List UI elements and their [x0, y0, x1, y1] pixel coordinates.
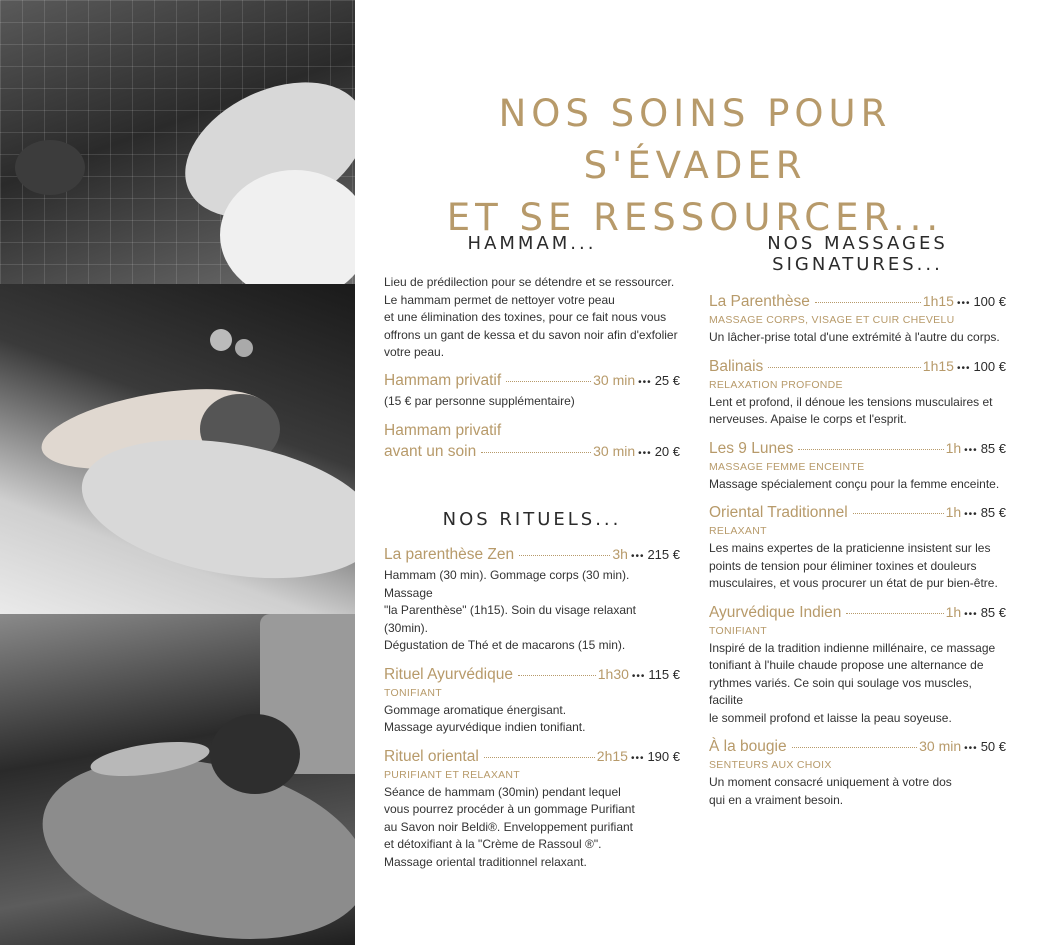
dot-leader — [519, 554, 610, 556]
hammam-title: HAMMAM... — [467, 233, 597, 254]
text-line: Inspiré de la tradition indienne millénaire, ce massage — [709, 640, 996, 655]
item-note: (15 € par personne supplémentaire) — [384, 393, 575, 408]
massages-title: NOS MASSAGES SIGNATURES... — [767, 233, 948, 275]
price-item — [384, 422, 680, 461]
item-text — [709, 540, 1006, 593]
item-price: 190 € — [647, 748, 680, 764]
massage-shoulders-photo — [0, 614, 355, 945]
hammam-description — [384, 274, 680, 362]
title-line-1: NOS SOINS POUR S'ÉVADER — [498, 92, 892, 187]
dot-leader — [506, 380, 591, 382]
item-duration: 1h — [945, 504, 962, 520]
text-line: Séance de hammam (30min) pendant lequel — [384, 784, 621, 799]
rituels-title: NOS RITUELS... — [442, 509, 622, 530]
item-duration: 2h15 — [596, 747, 628, 764]
item-subtitle: TONIFIANT — [384, 686, 442, 699]
text-line: Hammam (30 min). Gommage corps (30 min). Massage — [384, 568, 630, 600]
separator: ••• — [964, 743, 978, 754]
price-item — [384, 666, 680, 737]
item-name: À la bougie — [709, 738, 787, 755]
text-line: Dégustation de Thé et de macarons (15 min). — [384, 638, 626, 652]
item-subtitle: RELAXATION PROFONDE — [709, 378, 843, 391]
text-line: et détoxifiant à la "Crème de Rassoul ®". — [384, 837, 602, 851]
separator: ••• — [630, 752, 645, 764]
rituels-section — [384, 509, 680, 871]
text-line: Massage spécialement conçu pour la femme enceinte. — [709, 476, 1000, 491]
price-row — [709, 293, 1006, 311]
item-subtitle: RELAXANT — [709, 525, 767, 537]
item-duration: 1h — [945, 439, 962, 456]
item-name: avant un soin — [384, 443, 477, 460]
separator: ••• — [631, 670, 646, 682]
item-price: 85 € — [980, 440, 1006, 456]
text-line: le sommeil profond et laisse la peau soyeuse. — [709, 710, 952, 725]
item-subtitle: TONIFIANT — [709, 624, 767, 637]
text-line: vous pourrez procéder à un gommage Purifiant — [384, 802, 635, 816]
price-item — [709, 738, 1006, 809]
dot-leader — [484, 756, 595, 758]
desc-line: offrons un gant de kessa et du savon noir afin d'exfolier — [384, 327, 678, 342]
text-line: nerveuses. Apaise le corps et l'esprit. — [709, 412, 907, 426]
item-name: Balinais — [709, 357, 764, 375]
item-price: 100 € — [973, 294, 1006, 309]
dot-leader — [518, 674, 596, 676]
hammam-photo — [0, 0, 355, 284]
separator: ••• — [956, 298, 971, 309]
item-duration: 30 min — [919, 738, 962, 754]
text-line: Les mains expertes de la praticienne insistent sur les — [709, 541, 991, 555]
dot-leader — [798, 448, 943, 450]
item-duration: 1h15 — [922, 293, 954, 309]
item-price: 20 € — [654, 444, 680, 459]
separator: ••• — [964, 444, 978, 456]
desc-line: Le hammam permet de nettoyer votre peau — [384, 292, 615, 307]
item-text — [384, 567, 680, 655]
desc-line: votre peau. — [384, 345, 445, 359]
item-name: Hammam privatif — [384, 422, 502, 439]
text-line: "la Parenthèse" (1h15). Soin du visage relaxant (30min). — [384, 603, 637, 635]
item-price: 215 € — [647, 547, 680, 562]
separator: ••• — [956, 362, 971, 374]
desc-line: et une élimination des toxines, pour ce fait nous vous — [384, 310, 667, 324]
price-row — [709, 604, 1006, 622]
item-name: La Parenthèse — [709, 293, 810, 310]
price-item — [709, 293, 1006, 347]
item-name: Rituel Ayurvédique — [384, 665, 513, 683]
dot-leader — [481, 451, 591, 453]
dot-leader — [853, 512, 944, 514]
item-subtitle: MASSAGE CORPS, VISAGE ET CUIR CHEVELU — [709, 314, 955, 326]
text-line: Un moment consacré uniquement à votre dos — [709, 775, 952, 789]
dot-leader — [846, 612, 943, 614]
item-name: Oriental Traditionnel — [709, 504, 848, 521]
item-duration: 3h — [612, 546, 628, 562]
price-item — [709, 504, 1006, 593]
hammam-section — [384, 233, 680, 461]
item-name: Les 9 Lunes — [709, 439, 794, 457]
dot-leader — [792, 746, 918, 748]
text-line: au Savon noir Beldi®. Enveloppement purifiant — [384, 819, 633, 834]
item-duration: 1h15 — [922, 357, 954, 374]
text-line: Lent et profond, il dénoue les tensions musculaires et — [709, 394, 993, 409]
item-price: 50 € — [980, 739, 1006, 754]
text-line: points de tension pour éliminer toxines et douleurs — [709, 558, 977, 573]
item-subtitle: SENTEURS AUX CHOIX — [709, 759, 832, 771]
item-price: 85 € — [980, 505, 1006, 520]
text-line: rythmes variés. Ce soin qui soulage vos muscles, facilite — [709, 675, 972, 707]
text-line: Massage ayurvédique indien tonifiant. — [384, 720, 586, 734]
separator: ••• — [630, 551, 645, 562]
page-title — [385, 88, 1005, 244]
item-name: Rituel oriental — [384, 747, 479, 765]
separator: ••• — [964, 509, 978, 520]
massage-back-photo — [0, 284, 355, 614]
price-row — [384, 443, 680, 461]
item-price: 115 € — [648, 666, 680, 682]
separator: ••• — [638, 448, 652, 459]
item-text — [709, 476, 1006, 494]
massages-section — [709, 233, 1006, 809]
price-item — [384, 546, 680, 655]
separator: ••• — [964, 608, 978, 620]
item-subtitle: MASSAGE FEMME ENCEINTE — [709, 460, 865, 473]
item-text — [709, 329, 1006, 347]
text-line: qui en a vraiment besoin. — [709, 792, 844, 807]
dot-leader — [815, 301, 921, 303]
text-line: Massage oriental traditionnel relaxant. — [384, 854, 587, 869]
item-duration: 1h30 — [597, 665, 629, 682]
text-line: musculaires, et vous procurer un état de pur bien-être. — [709, 576, 998, 590]
item-name: Hammam privatif — [384, 371, 502, 389]
item-subtitle: PURIFIANT ET RELAXANT — [384, 768, 521, 781]
item-price: 85 € — [980, 604, 1006, 620]
item-duration: 30 min — [593, 443, 636, 459]
desc-line: Lieu de prédilection pour se détendre et se ressourcer. — [384, 275, 675, 289]
title-line-2: ET SE RESSOURCER... — [446, 196, 944, 239]
price-item — [709, 440, 1006, 494]
dot-leader — [768, 366, 921, 368]
price-row — [709, 440, 1006, 458]
price-row — [384, 546, 680, 564]
text-line: Un lâcher-prise total d'une extrémité à l'autre du corps. — [709, 330, 1000, 344]
price-row — [384, 666, 680, 684]
price-row — [384, 372, 680, 390]
item-text — [709, 774, 1006, 809]
price-row — [709, 738, 1006, 756]
price-row — [709, 358, 1006, 376]
text-line: Gommage aromatique énergisant. — [384, 702, 567, 717]
item-duration: 1h — [945, 603, 962, 620]
photo-strip — [0, 0, 355, 945]
item-price: 100 € — [973, 358, 1006, 374]
item-duration: 30 min — [593, 371, 636, 388]
price-item — [709, 358, 1006, 429]
separator: ••• — [638, 376, 652, 388]
item-text — [384, 784, 680, 872]
text-line: tonifiant à l'huile chaude propose une alternance de — [709, 658, 984, 672]
item-name: La parenthèse Zen — [384, 546, 515, 563]
price-row — [384, 748, 680, 766]
item-text — [384, 702, 680, 737]
price-row — [709, 504, 1006, 522]
item-price: 25 € — [654, 372, 680, 388]
price-item — [709, 604, 1006, 728]
item-text — [709, 394, 1006, 429]
price-item — [384, 372, 680, 411]
item-name: Ayurvédique Indien — [709, 603, 842, 621]
price-item — [384, 748, 680, 872]
item-text — [709, 640, 1006, 728]
